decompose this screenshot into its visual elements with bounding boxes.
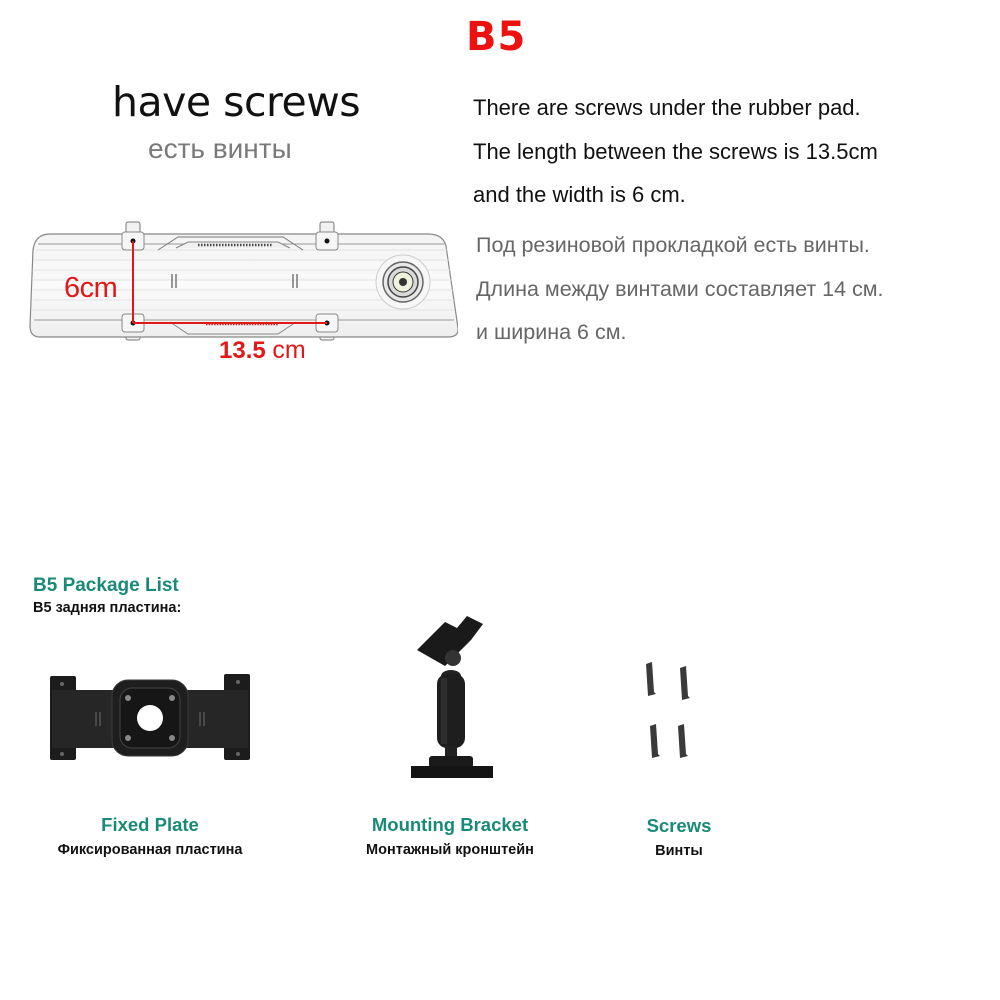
description-ru [476,224,884,355]
package-item-screws [619,815,739,859]
package-item-mounting-bracket [340,814,560,858]
package-item-fixed-plate [40,814,260,858]
item-name-ru: Фиксированная пластина [57,842,243,858]
model-title: B5 [466,14,527,60]
fixed-plate-icon [48,672,252,764]
width-dimension-label: 6cm [64,272,118,304]
package-list-subtitle: B5 задняя пластина: [33,600,182,616]
description-line: Длина между винтами составляет 14 см. [476,276,884,301]
mounting-bracket-icon [405,612,497,780]
description-en [473,86,878,217]
description-line: and the width is 6 cm. [473,182,686,207]
section-title-ru: есть винты [148,133,292,164]
description-line: The length between the screws is 13.5cm [473,138,878,164]
description-line: There are screws under the rubber pad. [473,95,861,120]
item-name: Screws [646,815,712,836]
item-name-ru: Винты [655,843,703,859]
length-value: 13.5 [219,337,266,364]
screws-icon [640,660,700,764]
section-title: have screws [112,78,361,126]
item-name-ru: Монтажный кронштейн [366,842,534,858]
item-name: Mounting Bracket [371,814,529,835]
description-line: Под резиновой прокладкой есть винты. [476,233,870,257]
length-dimension-label [219,336,306,365]
description-line: и ширина 6 см. [476,320,627,344]
item-name: Fixed Plate [101,814,199,835]
length-unit: cm [272,336,306,364]
package-list-title: B5 Package List [33,575,179,596]
